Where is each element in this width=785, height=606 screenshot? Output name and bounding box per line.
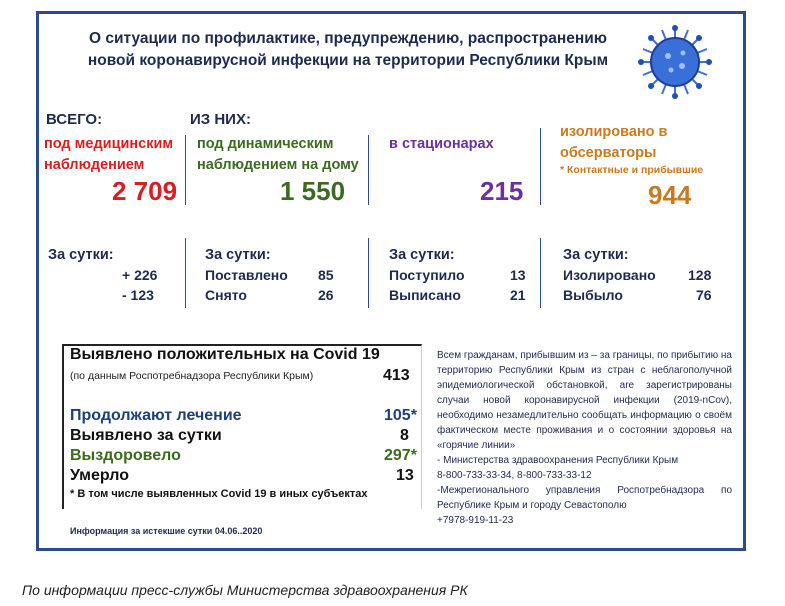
contact-phone: 8-800-733-33-34, 8-800-733-33-12 — [437, 470, 592, 481]
covid-total: 413 — [383, 367, 410, 384]
daily-header: За сутки: — [48, 247, 114, 263]
daily-value: 128 — [688, 267, 712, 283]
daily-label: Снято — [205, 287, 247, 303]
total-header: ВСЕГО: — [46, 111, 103, 128]
treatment-value: 105* — [384, 407, 417, 424]
divider — [185, 135, 186, 205]
died-value: 13 — [396, 467, 414, 484]
contact-line: -Межрегионального управления Роспотребнадзора по Республике Крым и городу Севастополю — [437, 485, 732, 511]
virus-icon — [635, 22, 715, 102]
covid-heading: Выявлено положительных на Covid 19 — [70, 346, 380, 363]
value-home-observation: 1 550 — [280, 176, 346, 206]
daily-value: + 226 — [122, 267, 158, 283]
page-title: О ситуации по профилактике, предупреждению, распространению новой коронавирусной инфекции на территории Республики Крым — [87, 30, 609, 69]
recovered-label: Выздоровело — [70, 447, 181, 464]
daily-header: За сутки: — [389, 247, 455, 263]
daily-label: Выписано — [389, 287, 461, 303]
covid-source: (по данным Роспотребнадзора Республики Крым) — [70, 370, 314, 382]
value-medical-observation: 2 709 — [112, 176, 178, 206]
category-hospital: в стационарах — [389, 136, 494, 152]
caption: По информации пресс-службы Министерства здравоохранения РК — [22, 582, 468, 598]
notice-text — [437, 348, 732, 528]
contact-line: - Министерства здравоохранения Республики Крым — [437, 455, 679, 466]
daily-label: Поставлено — [205, 267, 288, 283]
day-label: Выявлено за сутки — [70, 427, 222, 444]
info-date: Информация за истекшие сутки 04.06..2020 — [70, 526, 263, 536]
daily-value: - 123 — [122, 287, 154, 303]
daily-header: За сутки: — [205, 247, 271, 263]
category-observatory: изолировано в обсерваторы — [560, 124, 668, 161]
daily-value: 76 — [696, 287, 712, 303]
contact-phone: +7978-919-11-23 — [437, 515, 514, 526]
recovered-value: 297* — [384, 447, 417, 464]
divider — [368, 238, 369, 308]
notice-paragraph: Всем гражданам, прибывшим из – за границы, по прибытию на территорию Республики Крым из стран с неблагополучной эпидемиологической обстановкой, are зарегистрированы случаи новой коронавирусной инфекции (2019-nCov), необходимо незамедлительно сообщать информацию о своём фактическом месте проживания и о состоянии здоровья на «горячие линии» — [437, 350, 732, 451]
daily-value: 85 — [318, 267, 334, 283]
daily-label: Выбыло — [563, 287, 623, 303]
divider — [540, 238, 541, 308]
treatment-label: Продолжают лечение — [70, 407, 242, 424]
value-observatory: 944 — [648, 180, 692, 210]
divider — [540, 128, 541, 205]
category-medical-observation: под медицинским наблюдением — [44, 136, 174, 173]
daily-value: 21 — [510, 287, 526, 303]
day-value: 8 — [400, 427, 409, 444]
daily-label: Поступило — [389, 267, 465, 283]
divider — [185, 238, 186, 308]
daily-label: Изолировано — [563, 267, 656, 283]
value-hospital: 215 — [480, 176, 524, 206]
observatory-note: * Контактные и прибывшие — [560, 164, 704, 176]
of-them-header: ИЗ НИХ: — [190, 111, 251, 128]
daily-value: 26 — [318, 287, 334, 303]
category-home-observation: под динамическим наблюдением на дому — [197, 136, 359, 173]
covid-footnote: * В том числе выявленных Covid 19 в иных субъектах — [70, 488, 368, 500]
daily-value: 13 — [510, 267, 526, 283]
daily-header: За сутки: — [563, 247, 629, 263]
died-label: Умерло — [70, 467, 129, 484]
